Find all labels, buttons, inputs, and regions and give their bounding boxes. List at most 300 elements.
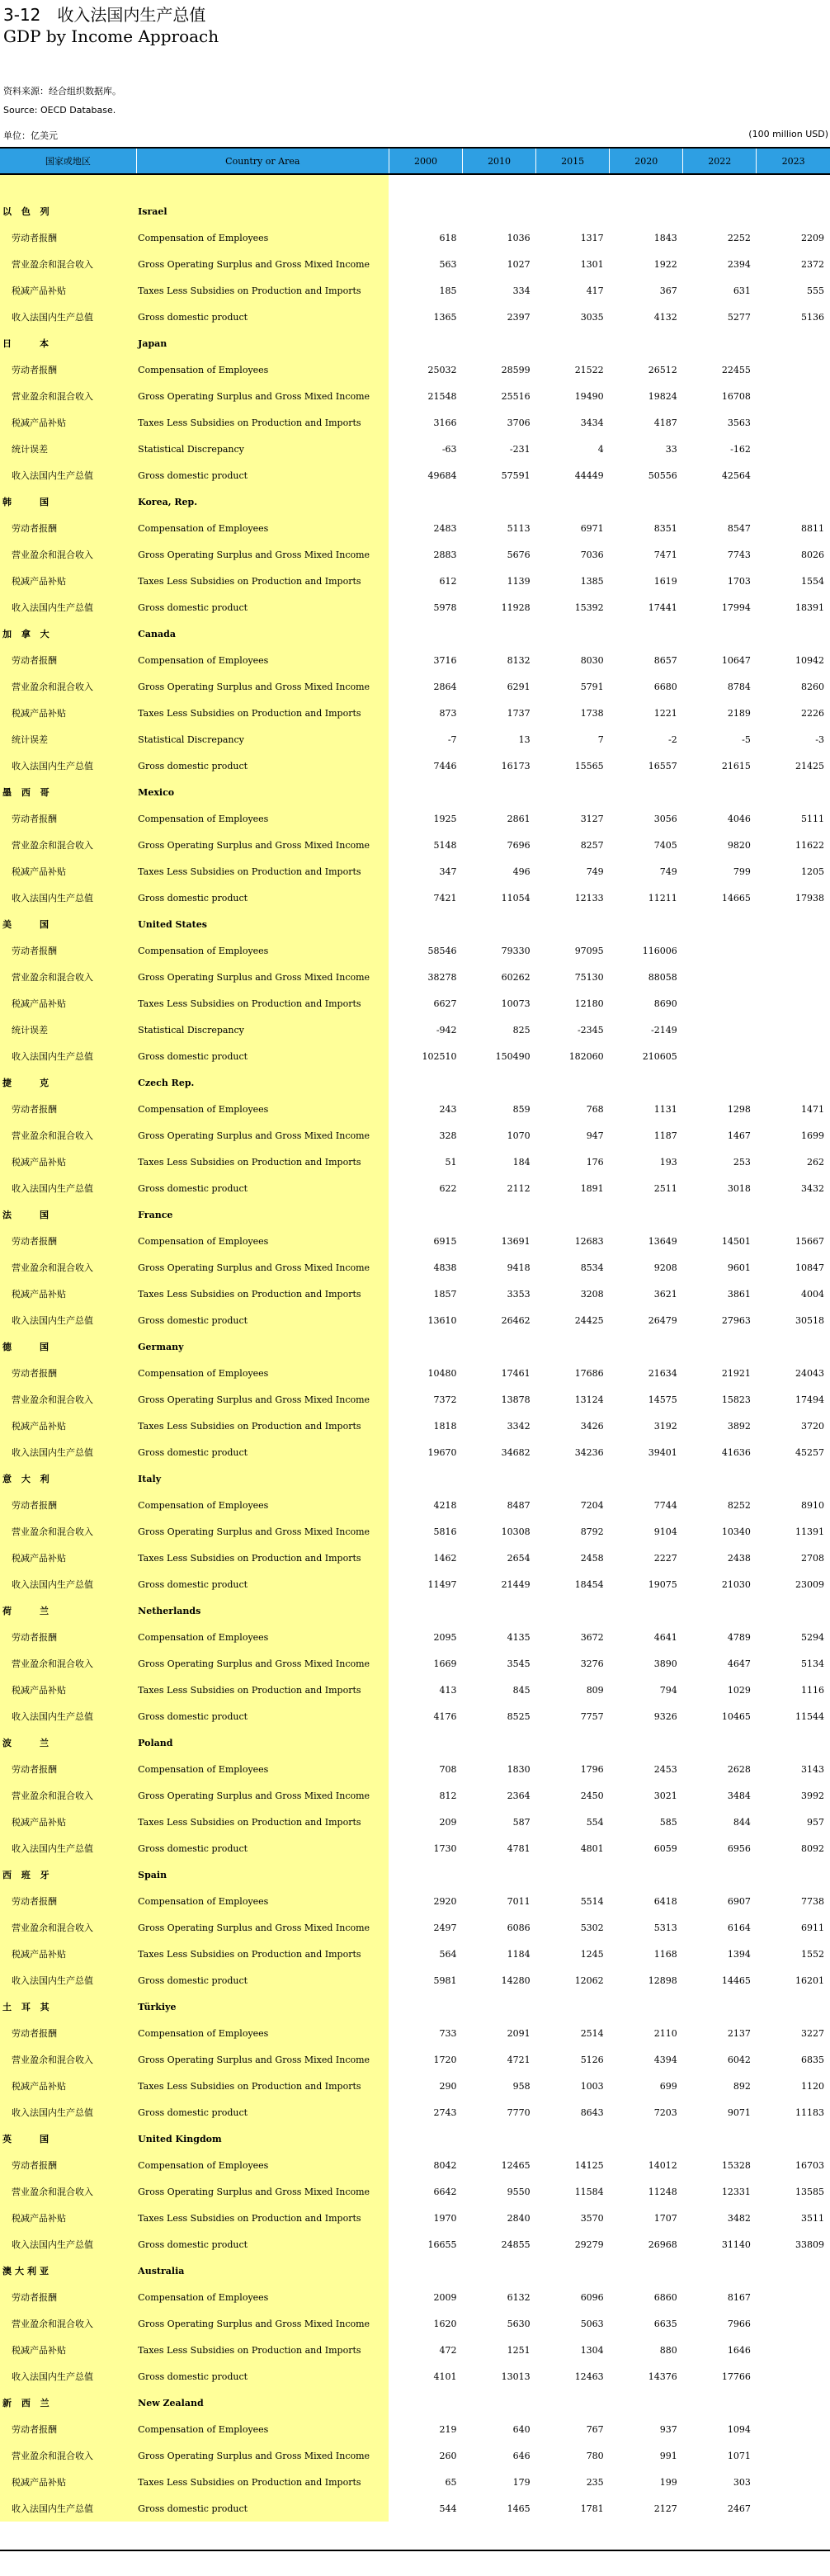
value-cell: 12463 xyxy=(574,2371,604,2382)
value-cell: 2112 xyxy=(507,1182,531,1194)
value-cell: 11928 xyxy=(501,602,531,613)
value-cell: 6907 xyxy=(727,1895,751,1907)
value-cell: 12180 xyxy=(574,998,604,1009)
value-cell: 4176 xyxy=(433,1710,457,1722)
value-cell: -231 xyxy=(509,443,531,455)
value-cell: 33 xyxy=(665,443,677,455)
row-label-zh: 营业盈余和混合收入 xyxy=(0,1650,136,1677)
row-label-en: Compensation of Employees xyxy=(136,1360,389,1386)
value-cell: 21425 xyxy=(795,760,824,771)
value-cell: 11211 xyxy=(648,892,677,903)
value-cell: -942 xyxy=(436,1024,457,1036)
row-label-en: Gross domestic product xyxy=(136,1967,389,1993)
table-row xyxy=(0,251,830,277)
row-label-zh: 劳动者报酬 xyxy=(0,1756,136,1782)
row-label-en: Taxes Less Subsidies on Production and Imports xyxy=(136,1413,389,1439)
row-label-en: Compensation of Employees xyxy=(136,937,389,964)
table-row xyxy=(0,383,830,409)
value-cell: 8042 xyxy=(433,2159,457,2171)
country-header-row xyxy=(0,1729,830,1756)
value-cell: 1168 xyxy=(653,1948,677,1960)
value-cell: 7471 xyxy=(653,549,677,560)
row-label-zh: 税减产品补贴 xyxy=(0,1809,136,1835)
table-row xyxy=(0,2284,830,2310)
value-cell: 14012 xyxy=(648,2159,677,2171)
value-cell: 16557 xyxy=(648,760,677,771)
table-row xyxy=(0,1782,830,1809)
value-cell: 1619 xyxy=(653,575,677,587)
value-cell: 587 xyxy=(512,1816,531,1828)
row-label-zh: 税减产品补贴 xyxy=(0,2205,136,2231)
value-cell: 1036 xyxy=(507,232,531,243)
value-cell: 4101 xyxy=(433,2371,457,2382)
row-label-zh: 统计误差 xyxy=(0,436,136,462)
value-cell xyxy=(757,2337,830,2363)
value-cell: 38278 xyxy=(427,971,457,983)
row-label-zh: 收入法国内生产总值 xyxy=(0,2363,136,2390)
value-cell: 1830 xyxy=(507,1763,531,1775)
value-cell: 13878 xyxy=(501,1394,531,1405)
value-cell: -2 xyxy=(668,734,677,745)
value-cell: 21921 xyxy=(721,1367,751,1379)
value-cell: 193 xyxy=(659,1156,677,1168)
value-cell: 768 xyxy=(586,1103,604,1115)
value-cell: 10480 xyxy=(427,1367,457,1379)
value-cell: 1970 xyxy=(433,2212,457,2224)
row-label-en: Taxes Less Subsidies on Production and Imports xyxy=(136,1941,389,1967)
row-label-zh: 收入法国内生产总值 xyxy=(0,753,136,779)
value-cell: 42564 xyxy=(721,469,751,481)
row-label-zh: 税减产品补贴 xyxy=(0,2073,136,2099)
value-cell: 2091 xyxy=(507,2027,531,2039)
value-cell: 7757 xyxy=(580,1710,604,1722)
table-bottom-rule xyxy=(0,2550,830,2551)
value-cell: 708 xyxy=(439,1763,457,1775)
country-header-row xyxy=(0,1333,830,1360)
row-label-en: Compensation of Employees xyxy=(136,1888,389,1914)
row-label-zh: 收入法国内生产总值 xyxy=(0,2231,136,2258)
value-cell: 3276 xyxy=(580,1658,604,1669)
value-cell: 1922 xyxy=(653,258,677,270)
value-cell: 50556 xyxy=(648,469,677,481)
value-cell: 41636 xyxy=(721,1446,751,1458)
value-cell: -7 xyxy=(447,734,457,745)
value-cell: 612 xyxy=(439,575,457,587)
row-label-zh: 收入法国内生产总值 xyxy=(0,1835,136,1861)
value-cell: 45257 xyxy=(795,1446,824,1458)
value-cell: 2364 xyxy=(507,1790,531,1801)
row-label-en: Gross Operating Surplus and Gross Mixed Income xyxy=(136,1254,389,1281)
value-cell: 3570 xyxy=(580,2212,604,2224)
row-label-zh: 税减产品补贴 xyxy=(0,1413,136,1439)
value-cell: 18454 xyxy=(574,1578,604,1590)
row-label-zh: 劳动者报酬 xyxy=(0,2152,136,2178)
value-cell: 2743 xyxy=(433,2107,457,2118)
value-cell: 7966 xyxy=(727,2318,751,2329)
table-row xyxy=(0,304,830,330)
value-cell: 253 xyxy=(733,1156,751,1168)
table-row xyxy=(0,1941,830,1967)
value-cell: 24425 xyxy=(574,1314,604,1326)
table-row xyxy=(0,2073,830,2099)
country-name-zh: 英 国 xyxy=(0,2125,136,2152)
country-name-zh: 澳大利亚 xyxy=(0,2258,136,2284)
row-label-zh: 营业盈余和混合收入 xyxy=(0,2442,136,2469)
row-label-zh: 劳动者报酬 xyxy=(0,647,136,673)
row-label-en: Gross Operating Surplus and Gross Mixed Income xyxy=(136,1782,389,1809)
row-label-en: Gross Operating Surplus and Gross Mixed Income xyxy=(136,251,389,277)
value-cell: 15823 xyxy=(721,1394,751,1405)
row-label-zh: 税减产品补贴 xyxy=(0,700,136,726)
country-header-row xyxy=(0,2258,830,2284)
country-name-en: Italy xyxy=(136,1465,389,1492)
value-cell: 10340 xyxy=(721,1526,751,1537)
value-cell: 6642 xyxy=(433,2186,457,2197)
table-row xyxy=(0,1413,830,1439)
value-cell: 7744 xyxy=(653,1499,677,1511)
row-label-en: Taxes Less Subsidies on Production and Imports xyxy=(136,2337,389,2363)
value-cell: 7 xyxy=(597,734,604,745)
row-label-zh: 营业盈余和混合收入 xyxy=(0,964,136,990)
value-cell: 19490 xyxy=(574,390,604,402)
table-row xyxy=(0,1043,830,1069)
value-cell: 184 xyxy=(512,1156,531,1168)
value-cell: 11584 xyxy=(574,2186,604,2197)
row-label-en: Taxes Less Subsidies on Production and Imports xyxy=(136,568,389,594)
value-cell: 182060 xyxy=(568,1050,604,1062)
table-row xyxy=(0,1756,830,1782)
row-label-zh: 营业盈余和混合收入 xyxy=(0,2046,136,2073)
table-row xyxy=(0,2469,830,2495)
country-name-zh: 法 国 xyxy=(0,1201,136,1228)
table-row xyxy=(0,858,830,885)
value-cell: 2453 xyxy=(653,1763,677,1775)
value-cell: 10465 xyxy=(721,1710,751,1722)
value-cell: 12898 xyxy=(648,1974,677,1986)
value-cell: 2438 xyxy=(727,1552,751,1564)
value-cell: 260 xyxy=(439,2450,457,2461)
value-cell: 1131 xyxy=(653,1103,677,1115)
value-cell: 57591 xyxy=(501,469,531,481)
value-cell: 631 xyxy=(733,285,751,296)
value-cell: 3227 xyxy=(801,2027,824,2039)
row-label-zh: 营业盈余和混合收入 xyxy=(0,673,136,700)
row-label-zh: 税减产品补贴 xyxy=(0,858,136,885)
value-cell: 26968 xyxy=(648,2239,677,2250)
value-cell: 749 xyxy=(586,866,604,877)
country-name-zh: 新 西 兰 xyxy=(0,2390,136,2416)
value-cell xyxy=(757,2469,830,2495)
value-cell: 209 xyxy=(439,1816,457,1828)
value-cell: 4781 xyxy=(507,1842,531,1854)
table-row xyxy=(0,2152,830,2178)
value-cell: 17766 xyxy=(721,2371,751,2382)
value-cell: 6096 xyxy=(580,2291,604,2303)
table-row xyxy=(0,277,830,304)
country-name-en: Czech Rep. xyxy=(136,1069,389,1096)
value-cell: -2149 xyxy=(651,1024,677,1036)
value-cell: 185 xyxy=(439,285,457,296)
value-cell: 8643 xyxy=(580,2107,604,2118)
table-row xyxy=(0,2337,830,2363)
value-cell: 1003 xyxy=(580,2080,604,2092)
value-cell: 555 xyxy=(807,285,824,296)
value-cell: 24855 xyxy=(501,2239,531,2250)
table-row xyxy=(0,1624,830,1650)
value-cell xyxy=(683,937,757,964)
row-label-en: Taxes Less Subsidies on Production and Imports xyxy=(136,1809,389,1835)
value-cell: 2226 xyxy=(801,707,824,719)
source-en: Source: OECD Database. xyxy=(3,105,116,116)
value-cell: 8132 xyxy=(507,654,531,666)
value-cell xyxy=(757,436,830,462)
country-header-row xyxy=(0,1201,830,1228)
value-cell: 1027 xyxy=(507,258,531,270)
country-name-zh: 荷 兰 xyxy=(0,1597,136,1624)
value-cell: 3892 xyxy=(727,1420,751,1432)
value-cell: 235 xyxy=(586,2476,604,2488)
value-cell: 554 xyxy=(586,1816,604,1828)
value-cell: 9418 xyxy=(507,1262,531,1273)
value-cell: 812 xyxy=(439,1790,457,1801)
country-header-row xyxy=(0,1993,830,2020)
value-cell: 3426 xyxy=(580,1420,604,1432)
row-label-zh: 统计误差 xyxy=(0,726,136,753)
value-cell: 1720 xyxy=(433,2054,457,2065)
country-header-row xyxy=(0,2390,830,2416)
table-row xyxy=(0,515,830,541)
value-cell: 4135 xyxy=(507,1631,531,1643)
column-header-year: 2010 xyxy=(463,148,536,174)
value-cell: 7738 xyxy=(801,1895,824,1907)
value-cell: 290 xyxy=(439,2080,457,2092)
value-cell: 3706 xyxy=(507,417,531,428)
country-header-row xyxy=(0,1069,830,1096)
value-cell xyxy=(757,2442,830,2469)
row-label-en: Gross Operating Surplus and Gross Mixed Income xyxy=(136,2046,389,2073)
table-row xyxy=(0,1439,830,1465)
table-row xyxy=(0,885,830,911)
table-row xyxy=(0,832,830,858)
value-cell: 10073 xyxy=(501,998,531,1009)
value-cell: 1796 xyxy=(580,1763,604,1775)
table-row xyxy=(0,1914,830,1941)
value-cell: 243 xyxy=(439,1103,457,1115)
value-cell: 328 xyxy=(439,1130,457,1141)
value-cell: 9326 xyxy=(653,1710,677,1722)
value-cell: 3482 xyxy=(727,2212,751,2224)
value-cell: 262 xyxy=(807,1156,824,1168)
value-cell: 4394 xyxy=(653,2054,677,2065)
value-cell: 1301 xyxy=(580,258,604,270)
table-row xyxy=(0,1492,830,1518)
country-header-row xyxy=(0,620,830,647)
value-cell: 9104 xyxy=(653,1526,677,1537)
row-label-en: Compensation of Employees xyxy=(136,1624,389,1650)
value-cell: -63 xyxy=(441,443,457,455)
value-cell: 219 xyxy=(439,2423,457,2435)
value-cell: 1738 xyxy=(580,707,604,719)
value-cell: 767 xyxy=(586,2423,604,2435)
value-cell: 6059 xyxy=(653,1842,677,1854)
value-cell: 8525 xyxy=(507,1710,531,1722)
value-cell: 7011 xyxy=(507,1895,531,1907)
row-label-zh: 收入法国内生产总值 xyxy=(0,1571,136,1597)
value-cell: 116006 xyxy=(642,945,677,956)
value-cell xyxy=(757,2310,830,2337)
row-label-en: Statistical Discrepancy xyxy=(136,436,389,462)
table-row xyxy=(0,964,830,990)
value-cell: 13649 xyxy=(648,1235,677,1247)
value-cell: 1737 xyxy=(507,707,531,719)
value-cell: 2483 xyxy=(433,522,457,534)
value-cell: 5113 xyxy=(507,522,531,534)
row-label-en: Taxes Less Subsidies on Production and Imports xyxy=(136,277,389,304)
country-name-en: Germany xyxy=(136,1333,389,1360)
value-cell: 210605 xyxy=(642,1050,677,1062)
row-label-en: Compensation of Employees xyxy=(136,1492,389,1518)
value-cell xyxy=(757,462,830,488)
value-cell: 1251 xyxy=(507,2344,531,2356)
value-cell: 9601 xyxy=(727,1262,751,1273)
value-cell: 6635 xyxy=(653,2318,677,2329)
value-cell: 1471 xyxy=(801,1103,824,1115)
value-cell: 873 xyxy=(439,707,457,719)
value-cell: 563 xyxy=(439,258,457,270)
row-label-en: Compensation of Employees xyxy=(136,1228,389,1254)
value-cell: 6835 xyxy=(801,2054,824,2065)
value-cell: 1385 xyxy=(580,575,604,587)
value-cell: 880 xyxy=(659,2344,677,2356)
table-body xyxy=(0,174,830,2522)
value-cell: 585 xyxy=(659,1816,677,1828)
value-cell: 1707 xyxy=(653,2212,677,2224)
value-cell: 8026 xyxy=(801,549,824,560)
value-cell: 8910 xyxy=(801,1499,824,1511)
value-cell xyxy=(757,2284,830,2310)
value-cell: 3621 xyxy=(653,1288,677,1300)
value-cell: 8487 xyxy=(507,1499,531,1511)
value-cell: 2095 xyxy=(433,1631,457,1643)
row-label-zh: 营业盈余和混合收入 xyxy=(0,1254,136,1281)
table-row xyxy=(0,409,830,436)
value-cell: 2189 xyxy=(727,707,751,719)
row-label-en: Gross Operating Surplus and Gross Mixed Income xyxy=(136,2310,389,2337)
value-cell: 1467 xyxy=(727,1130,751,1141)
value-cell: 417 xyxy=(586,285,604,296)
value-cell: 859 xyxy=(512,1103,531,1115)
value-cell: 334 xyxy=(512,285,531,296)
table-row xyxy=(0,2178,830,2205)
table-row xyxy=(0,1967,830,1993)
value-cell: 15565 xyxy=(574,760,604,771)
value-cell: 6915 xyxy=(433,1235,457,1247)
value-cell: 2708 xyxy=(801,1552,824,1564)
value-cell: 7372 xyxy=(433,1394,457,1405)
value-cell: 3511 xyxy=(801,2212,824,2224)
value-cell: 4721 xyxy=(507,2054,531,2065)
value-cell: 2252 xyxy=(727,232,751,243)
value-cell: 4789 xyxy=(727,1631,751,1643)
value-cell: 25516 xyxy=(501,390,531,402)
value-cell: 2467 xyxy=(727,2503,751,2514)
value-cell: 14575 xyxy=(648,1394,677,1405)
value-cell: 49684 xyxy=(427,469,457,481)
value-cell: 2920 xyxy=(433,1895,457,1907)
row-label-en: Gross domestic product xyxy=(136,1307,389,1333)
value-cell: 1187 xyxy=(653,1130,677,1141)
value-cell: 3563 xyxy=(727,417,751,428)
table-row xyxy=(0,1835,830,1861)
value-cell: 14665 xyxy=(721,892,751,903)
value-cell: 13 xyxy=(518,734,531,745)
row-label-zh: 劳动者报酬 xyxy=(0,937,136,964)
value-cell: 7421 xyxy=(433,892,457,903)
row-label-zh: 营业盈余和混合收入 xyxy=(0,541,136,568)
row-label-en: Gross domestic product xyxy=(136,2363,389,2390)
value-cell: 1669 xyxy=(433,1658,457,1669)
value-cell xyxy=(757,2416,830,2442)
value-cell: 3166 xyxy=(433,417,457,428)
value-cell: 17938 xyxy=(795,892,824,903)
value-cell: 5111 xyxy=(801,813,824,824)
row-label-zh: 劳动者报酬 xyxy=(0,1624,136,1650)
row-label-en: Compensation of Employees xyxy=(136,647,389,673)
value-cell: 21522 xyxy=(574,364,604,375)
country-name-en: Mexico xyxy=(136,779,389,805)
value-cell xyxy=(757,2495,830,2522)
value-cell: 60262 xyxy=(501,971,531,983)
value-cell: 12133 xyxy=(574,892,604,903)
table-row xyxy=(0,1017,830,1043)
row-label-zh: 收入法国内生产总值 xyxy=(0,594,136,620)
row-label-zh: 收入法国内生产总值 xyxy=(0,304,136,330)
value-cell: 7743 xyxy=(727,549,751,560)
country-name-zh: 西 班 牙 xyxy=(0,1861,136,1888)
table-row xyxy=(0,1254,830,1281)
value-cell: 102510 xyxy=(422,1050,457,1062)
value-cell: 5816 xyxy=(433,1526,457,1537)
value-cell: 1818 xyxy=(433,1420,457,1432)
row-label-en: Taxes Less Subsidies on Production and Imports xyxy=(136,1281,389,1307)
value-cell: 10847 xyxy=(795,1262,824,1273)
value-cell: 9550 xyxy=(507,2186,531,2197)
column-header-year: 2015 xyxy=(536,148,610,174)
value-cell: 646 xyxy=(512,2450,531,2461)
value-cell: 51 xyxy=(445,1156,457,1168)
row-label-zh: 收入法国内生产总值 xyxy=(0,2495,136,2522)
row-label-en: Taxes Less Subsidies on Production and Imports xyxy=(136,700,389,726)
row-label-zh: 劳动者报酬 xyxy=(0,515,136,541)
value-cell: 5063 xyxy=(580,2318,604,2329)
value-cell: 8811 xyxy=(801,522,824,534)
row-label-en: Taxes Less Subsidies on Production and Imports xyxy=(136,2073,389,2099)
value-cell: 11497 xyxy=(427,1578,457,1590)
value-cell: 2497 xyxy=(433,1922,457,1933)
table-row xyxy=(0,2099,830,2125)
value-cell: 5981 xyxy=(433,1974,457,1986)
value-cell: 34236 xyxy=(574,1446,604,1458)
country-header-row xyxy=(0,2125,830,2152)
value-cell: 957 xyxy=(807,1816,824,1828)
row-label-zh: 劳动者报酬 xyxy=(0,2416,136,2442)
value-cell: 19075 xyxy=(648,1578,677,1590)
table-row xyxy=(0,1677,830,1703)
value-cell xyxy=(757,409,830,436)
column-header-year: 2023 xyxy=(757,148,830,174)
value-cell: 25032 xyxy=(427,364,457,375)
row-label-en: Gross domestic product xyxy=(136,1571,389,1597)
